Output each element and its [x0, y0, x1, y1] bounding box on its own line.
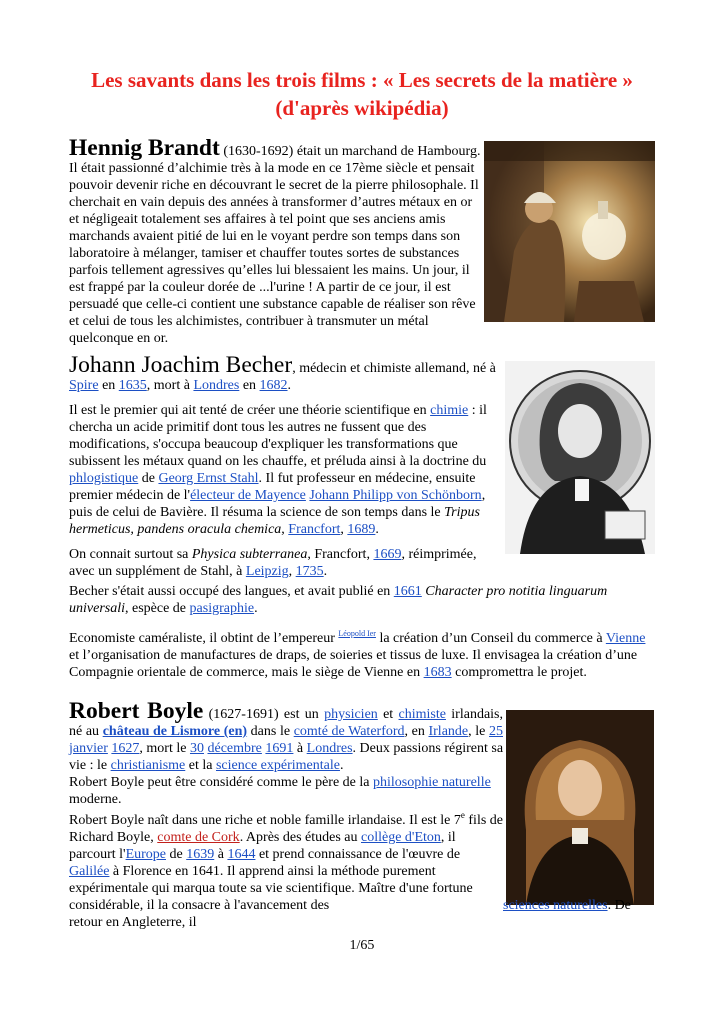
becher-section — [69, 352, 503, 580]
link-leipzig[interactable]: Leipzig — [245, 564, 289, 579]
text: (1627-1691) est un — [203, 707, 325, 722]
link-1689[interactable]: 1689 — [347, 522, 376, 537]
link-1627[interactable]: 1627 — [111, 741, 140, 756]
text: dans le — [247, 724, 294, 739]
text: à — [214, 847, 228, 862]
becher-portrait-engraving — [505, 361, 655, 554]
text: à — [293, 741, 307, 756]
text: . Deux passions régirent sa vie : le — [69, 741, 504, 773]
text: Robert Boyle peut être considéré comme le père de la — [69, 775, 373, 790]
link-eton[interactable]: collège d'Eton — [361, 830, 441, 845]
text: à Florence en 1641. Il apprend ainsi la méthode purement expérimentale qui marqua toute sa vie scientifique. Maître d'une fortune considérable, il la consacre à l'avancement des — [69, 864, 473, 913]
physica-title: Physica subterranea — [191, 547, 308, 562]
tripus-title: Tripus hermeticus, pandens oracula chemica — [69, 505, 480, 537]
link-londres[interactable]: Londres — [193, 378, 240, 393]
text: , puis de celui de Bavière. Il résuma la science de son temps dans le — [69, 488, 486, 520]
link-francfort[interactable]: Francfort — [288, 522, 341, 537]
text: Becher s'était aussi occupé des langues, et avait publié en — [69, 584, 394, 599]
text: . — [339, 758, 344, 773]
text: Il est le premier qui ait tenté de créer une théorie scientifique en — [69, 403, 431, 418]
text: , Francfort, — [307, 547, 374, 562]
link-1635[interactable]: 1635 — [118, 378, 147, 393]
text: , réimprimée, avec un supplément de Stahl, à — [69, 547, 477, 579]
link-galilee[interactable]: Galilée — [69, 864, 110, 879]
text: et la — [185, 758, 216, 773]
text: , — [288, 564, 296, 579]
becher-paragraph-3 — [69, 546, 503, 580]
link-philosophie-naturelle[interactable]: philosophie naturelle — [373, 775, 491, 790]
link-science-experimentale[interactable]: science expérimentale — [215, 758, 340, 773]
link-chateau-lismore[interactable]: château de Lismore (en) — [102, 724, 248, 739]
text: , espèce de — [125, 601, 190, 616]
link-decembre[interactable]: décembre — [207, 741, 262, 756]
boyle-paragraph-2 — [69, 774, 503, 808]
link-25[interactable]: 25 — [489, 724, 503, 739]
becher-paragraph-5 — [69, 625, 655, 681]
link-leopold[interactable]: Léopold Ier — [338, 629, 376, 638]
document-title — [60, 66, 664, 122]
title-line-1: Les savants dans les trois films : « Les secrets de la matière » — [91, 68, 633, 92]
boyle-paragraph-3 — [69, 807, 655, 931]
text: , il parcourt l' — [69, 830, 456, 862]
text: de — [166, 847, 187, 862]
boyle-section — [69, 698, 504, 808]
link-1691[interactable]: 1691 — [265, 741, 294, 756]
link-1644[interactable]: 1644 — [227, 847, 256, 862]
text: en — [239, 378, 260, 393]
becher-section-wide — [69, 583, 655, 681]
text: . Après des études au — [239, 830, 361, 845]
link-chimiste[interactable]: chimiste — [398, 707, 446, 722]
text: et prend connaissance de l'œuvre de — [255, 847, 461, 862]
title-line-2: (d'après wikipédia) — [275, 96, 449, 120]
link-europe[interactable]: Europe — [125, 847, 166, 862]
brandt-alchemist-painting — [484, 141, 655, 322]
link-sciences-naturelles[interactable]: sciences naturelles — [503, 898, 608, 913]
link-30[interactable]: 30 — [189, 741, 204, 756]
text: la création d’un Conseil du commerce à — [375, 631, 606, 646]
link-physicien[interactable]: physicien — [324, 707, 378, 722]
text: , — [340, 522, 348, 537]
text: de — [138, 471, 159, 486]
link-janvier[interactable]: janvier — [69, 741, 108, 756]
text: irlandais, né au — [69, 707, 503, 739]
text: , en — [404, 724, 429, 739]
link-1661[interactable]: 1661 — [393, 584, 422, 599]
text: Robert Boyle naît dans une riche et noble famille irlandaise. Il est le 7 — [69, 813, 461, 828]
becher-paragraph-4 — [69, 583, 655, 617]
text: . De retour en Angleterre, il — [69, 898, 631, 930]
text: . Il fut professeur en médecine, ensuite premier médecin de l' — [69, 471, 476, 503]
brandt-paragraph — [69, 135, 481, 347]
text: . — [287, 378, 292, 393]
text: On connait surtout sa — [69, 547, 192, 562]
text: en — [98, 378, 119, 393]
link-londres-boyle[interactable]: Londres — [306, 741, 353, 756]
becher-intro-text: , médecin et chimiste allemand, né à — [292, 361, 496, 376]
link-spire[interactable]: Spire — [69, 378, 99, 393]
text: . — [375, 522, 379, 537]
superscript-e: e — [460, 810, 465, 820]
text: moderne. — [69, 792, 122, 807]
text: , mort le — [139, 741, 190, 756]
text: , le — [468, 724, 489, 739]
link-1682[interactable]: 1682 — [259, 378, 288, 393]
becher-paragraph-2 — [69, 402, 503, 538]
brandt-section — [69, 135, 481, 347]
link-christianisme[interactable]: christianisme — [110, 758, 186, 773]
link-comte-de-cork[interactable]: comte de Cork — [157, 830, 240, 845]
link-phlogistique[interactable]: phlogistique — [69, 471, 139, 486]
boyle-paragraph-1 — [69, 698, 504, 774]
text: fils de Richard Boyle, — [69, 813, 503, 845]
link-waterford[interactable]: comté de Waterford — [293, 724, 405, 739]
text: . — [323, 564, 328, 579]
text: et l’organisation de manufactures de draps, de soieries et tissus de luxe. Il envisagea la création d’une Compagnie orientale de commerce, mais le siège de Vienne en — [69, 648, 638, 680]
link-1735[interactable]: 1735 — [295, 564, 324, 579]
link-schonborn[interactable]: Johann Philipp von Schönborn — [309, 488, 482, 503]
link-chimie[interactable]: chimie — [430, 403, 469, 418]
text: Economiste caméraliste, il obtint de l’empereur — [69, 631, 339, 646]
character-title: Character pro notitia linguarum universali — [69, 584, 608, 616]
brandt-heading: Hennig Brandt — [69, 135, 220, 161]
brandt-intro: (1630-1692) était un marchand de Hambourg. — [219, 144, 481, 159]
text: compromettra le projet. — [451, 665, 587, 680]
text: . — [254, 601, 258, 616]
text: , mort à — [146, 378, 194, 393]
link-pasigraphie[interactable]: pasigraphie — [189, 601, 255, 616]
text: : il chercha un acide primitif dont tous les autres ne fussent que des modifications, s'occupa beaucoup d'expliquer les transformations que subissent les métaux quand on les chauffe, et préluda ainsi à la doctrine du — [69, 403, 487, 469]
page-number: 1/65 — [349, 938, 375, 953]
link-1669[interactable]: 1669 — [373, 547, 402, 562]
text: et — [377, 707, 399, 722]
boyle-heading: Robert Boyle — [69, 698, 204, 724]
link-1683[interactable]: 1683 — [423, 665, 452, 680]
text: , — [281, 522, 289, 537]
becher-heading: Johann Joachim Becher — [69, 352, 293, 378]
link-vienne[interactable]: Vienne — [605, 631, 646, 646]
boyle-section-lower — [69, 807, 655, 931]
link-irlande[interactable]: Irlande — [428, 724, 469, 739]
link-electeur[interactable]: électeur de Mayence — [190, 488, 306, 503]
link-stahl[interactable]: Georg Ernst Stahl — [158, 471, 259, 486]
becher-intro-paragraph — [69, 352, 503, 394]
link-1639[interactable]: 1639 — [186, 847, 215, 862]
brandt-body: Il était passionné d’alchimie très à la mode en ce 17ème siècle et pensait pouvoir devenir riche en découvrant le secret de la pierre philosophale. Il cherchait en vain depuis des années à transformer d’autres métaux en or et négligeait totalement ses affaires à tel point que ses anciens amis marchands avaient pitié de lui en le voyant perdre son temps dans son laboratoire à mélanger, tamiser et chauffer toutes sortes de substances parfois tellement agressives qu’elles lui blessaient les mains. Un jour, il est frappé par la couleur dorée de ...l'urine ! A partir de ce jour, il est persuadé que celle-ci contient une substance capable de réaliser son rêve et celui de tous les alchimistes, contribuer à transmuter un métal quelconque en or. — [69, 161, 479, 346]
